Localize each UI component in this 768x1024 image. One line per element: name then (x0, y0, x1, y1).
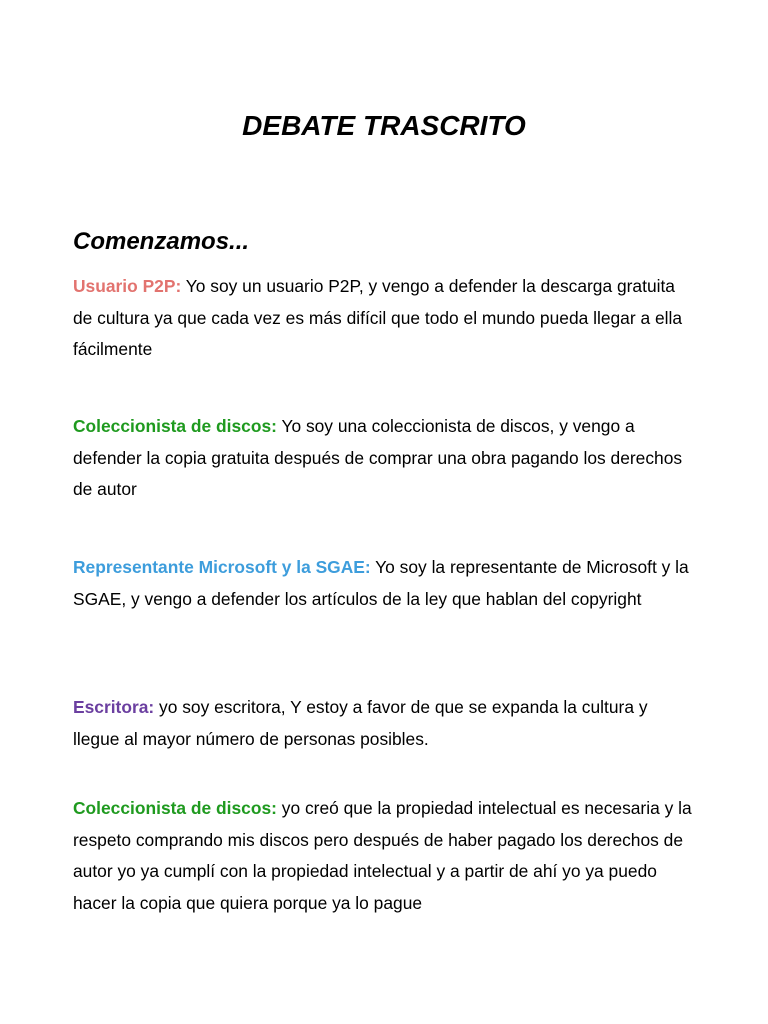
speaker-label: Representante Microsoft y la SGAE: (73, 557, 371, 577)
turn-text: Yo soy la representante de Microsoft y la SGAE, y vengo a defender los artículos de la ley que hablan del copyright (73, 557, 689, 609)
speaker-label: Coleccionista de discos: (73, 416, 277, 436)
speaker-label: Coleccionista de discos: (73, 798, 277, 818)
document-title: DEBATE TRASCRITO (242, 110, 526, 141)
turn-text: yo soy escritora, Y estoy a favor de que se expanda la cultura y llegue al mayor número de personas posibles. (73, 697, 648, 749)
turn-text: Yo soy una coleccionista de discos, y vengo a defender la copia gratuita después de comprar una obra pagando los derechos de autor (73, 416, 683, 499)
turn-text: yo creó que la propiedad intelectual es necesaria y la respeto comprando mis discos pero después de haber pagado los derechos de autor yo ya cumplí con la propiedad intelectual y a partir de ahí yo ya puedo hacer la copia que quiera porque ya lo pague (73, 798, 692, 913)
speaker-label: Escritora: (73, 697, 155, 717)
debate-turn (73, 692, 695, 755)
speaker-label: Usuario P2P: (73, 276, 182, 296)
debate-turn (73, 411, 695, 506)
section-heading: Comenzamos... (73, 228, 250, 255)
debate-turn (73, 271, 695, 366)
turn-text: Yo soy un usuario P2P, y vengo a defender la descarga gratuita de cultura ya que cada vez es más difícil que todo el mundo pueda llegar a ella fácilmente (73, 276, 683, 359)
debate-turn (73, 793, 695, 919)
debate-turn (73, 552, 695, 615)
